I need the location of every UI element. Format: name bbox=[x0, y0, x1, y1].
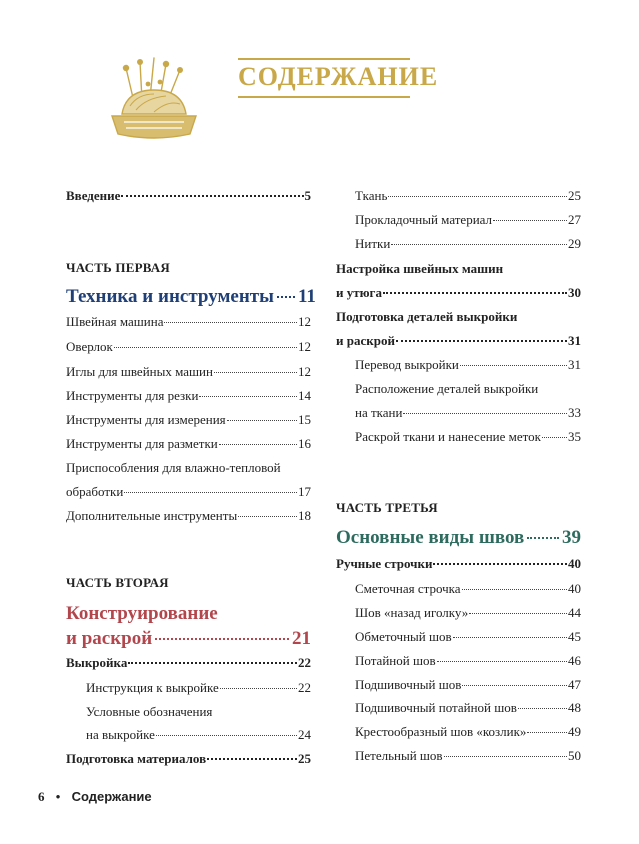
toc-entry[interactable]: Ткань 25 bbox=[355, 188, 581, 203]
toc-entry[interactable]: Нитки 29 bbox=[355, 236, 581, 251]
toc-entry[interactable]: Подшивочный потайной шов 48 bbox=[355, 700, 581, 715]
toc-entry[interactable]: Раскрой ткани и нанесение меток 35 bbox=[355, 429, 581, 444]
toc-entry[interactable]: Инструкция к выкройке 22 bbox=[86, 680, 311, 695]
toc-entry-line1[interactable]: Подготовка деталей выкройки bbox=[336, 309, 518, 324]
toc-entry[interactable]: Инструменты для разметки 16 bbox=[66, 436, 311, 451]
toc-entry[interactable]: обработки 17 bbox=[66, 484, 311, 499]
toc-entry-pattern[interactable]: Выкройка 22 bbox=[66, 655, 311, 670]
toc-entry[interactable]: Шов «назад иголку» 44 bbox=[355, 605, 581, 620]
toc-entry[interactable]: Прокладочный материал 27 bbox=[355, 212, 581, 227]
toc-entry-line1[interactable]: Условные обозначения bbox=[86, 704, 213, 719]
pincushion-with-needles-icon bbox=[104, 54, 204, 144]
toc-entry[interactable]: Оверлок 12 bbox=[66, 339, 311, 354]
part-one-title[interactable]: Техника и инструменты 11 bbox=[66, 286, 316, 307]
toc-entry[interactable]: Иглы для швейных машин 12 bbox=[66, 364, 311, 379]
toc-entry-intro[interactable]: Введение 5 bbox=[66, 188, 311, 203]
toc-entry[interactable]: на выкройке 24 bbox=[86, 727, 311, 742]
toc-entry-line1[interactable]: Настройка швейных машин bbox=[336, 261, 504, 276]
part-one-heading: ЧАСТЬ ПЕРВАЯ bbox=[66, 260, 170, 275]
page-title: СОДЕРЖАНИЕ bbox=[238, 62, 439, 91]
page-number: 6 bbox=[38, 789, 45, 804]
toc-entry-line1[interactable]: Расположение деталей выкройки bbox=[355, 381, 539, 396]
toc-entry[interactable]: Швейная машина 12 bbox=[66, 314, 311, 329]
toc-entry[interactable]: Сметочная строчка 40 bbox=[355, 581, 581, 596]
toc-entry[interactable]: Потайной шов 46 bbox=[355, 653, 581, 668]
title-top-rule bbox=[238, 58, 410, 60]
toc-entry[interactable]: Дополнительные инструменты 18 bbox=[66, 508, 311, 523]
toc-entry[interactable]: Крестообразный шов «козлик» 49 bbox=[355, 724, 581, 739]
part-two-title-line1[interactable]: Конструирование bbox=[66, 603, 218, 624]
toc-entry-setup[interactable]: и утюга 30 bbox=[336, 285, 581, 300]
toc-entry[interactable]: Подшивочный шов 47 bbox=[355, 677, 581, 692]
toc-entry-materials[interactable]: Подготовка материалов 25 bbox=[66, 751, 311, 766]
toc-entry-cutting[interactable]: и раскрой 31 bbox=[336, 333, 581, 348]
toc-entry-line1[interactable]: Приспособления для влажно-тепловой bbox=[66, 460, 281, 475]
toc-entry-hand-stitches[interactable]: Ручные строчки 40 bbox=[336, 556, 581, 571]
footer-bullet: • bbox=[55, 789, 61, 804]
part-two-title[interactable]: и раскрой 21 bbox=[66, 628, 311, 649]
toc-entry[interactable]: на ткани 33 bbox=[355, 405, 581, 420]
toc-entry[interactable]: Перевод выкройки 31 bbox=[355, 357, 581, 372]
part-two-heading: ЧАСТЬ ВТОРАЯ bbox=[66, 575, 169, 590]
part-three-title[interactable]: Основные виды швов 39 bbox=[336, 527, 581, 548]
part-three-heading: ЧАСТЬ ТРЕТЬЯ bbox=[336, 500, 438, 515]
toc-entry[interactable]: Обметочный шов 45 bbox=[355, 629, 581, 644]
toc-entry[interactable]: Инструменты для измерения 15 bbox=[66, 412, 311, 427]
footer-section: Содержание bbox=[71, 789, 152, 804]
toc-entry[interactable]: Инструменты для резки 14 bbox=[66, 388, 311, 403]
toc-entry[interactable]: Петельный шов 50 bbox=[355, 748, 581, 763]
title-bottom-rule bbox=[238, 96, 410, 98]
page-footer bbox=[38, 789, 152, 805]
